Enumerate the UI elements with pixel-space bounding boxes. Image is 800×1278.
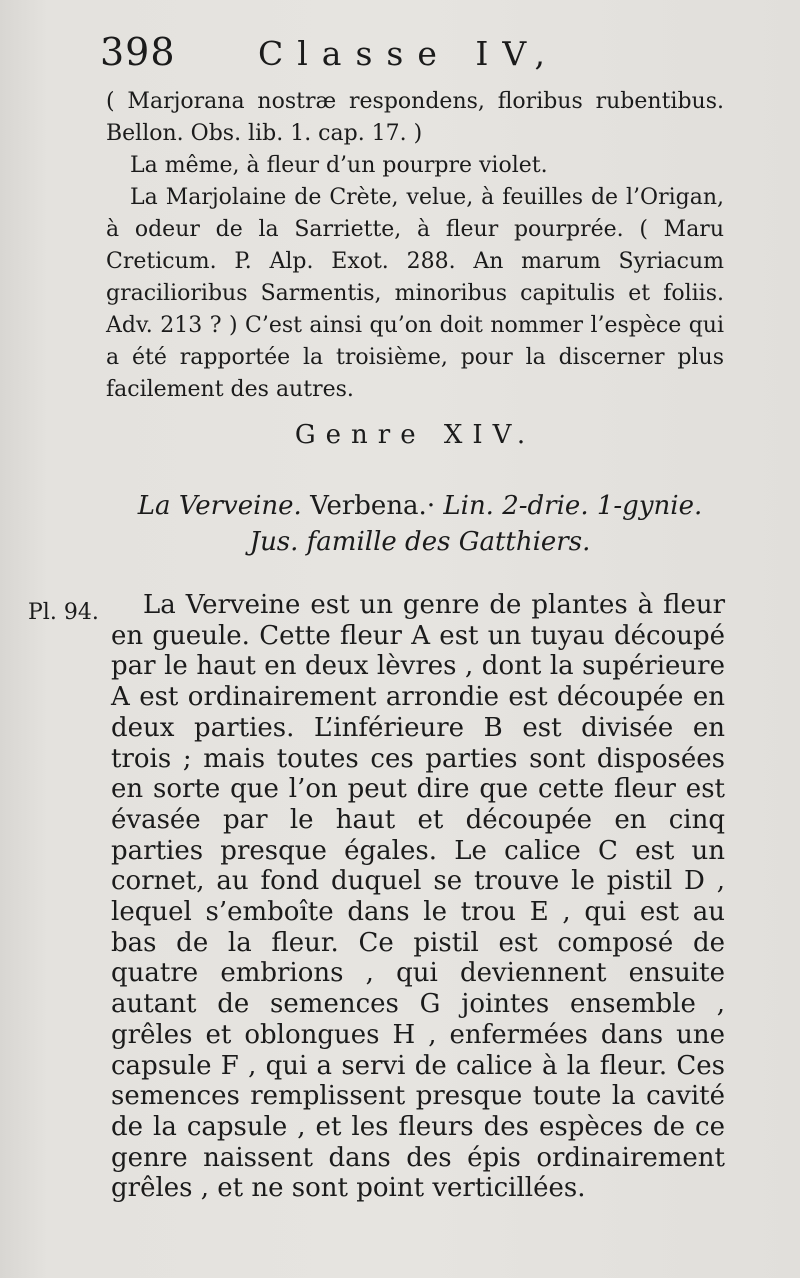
- genre-name-latin: Verbena.·: [301, 491, 444, 521]
- genre-classification: Lin. 2-drie. 1-gynie.: [443, 491, 703, 521]
- intro-reference: ( Marjorana nostræ respondens, floribus rubentibus. Bellon. Obs. lib. 1. cap. 17. ): [106, 89, 724, 146]
- plate-reference: Pl. 94.: [28, 600, 99, 625]
- intro-paragraphs: [106, 86, 724, 406]
- genre-title-line: [100, 488, 740, 524]
- page-number: 398: [100, 30, 176, 74]
- genre-heading: Genre XIV.: [294, 420, 536, 450]
- running-title: Classe IV,: [258, 34, 559, 73]
- page-header: [100, 30, 760, 80]
- genre-family: Jus. famille des Gatthiers.: [249, 527, 591, 557]
- intro-variety: La même, à fleur d’un pourpre violet.: [130, 153, 548, 178]
- genre-title: [100, 488, 740, 560]
- body-text: [111, 590, 725, 1204]
- genre-name-french: La Verveine.: [137, 491, 302, 521]
- intro-marjolaine-crete: La Marjolaine de Crète, velue, à feuilles de l’Origan, à odeur de la Sarriette, à fleur pourprée. ( Maru Creticum. P. Alp. Exot. 288. An marum Syriacum gracilioribus Sarmentis, minoribus capitulis et foliis. Adv. 213 ? ) C’est ainsi qu’on doit nommer l’espèce qui a été rapportée la troisième, pour la discerner plus facilement des autres.: [106, 185, 724, 402]
- verveine-description: La Verveine est un genre de plantes à fleur en gueule. Cette fleur A est un tuyau découpé par le haut en deux lèvres , dont la supérieure A est ordinairement arrondie est découpée en deux parties. L’inférieure B est divisée en trois ; mais toutes ces parties sont disposées en sorte que l’on peut dire que cette fleur est évasée par le haut et découpée en cinq parties presque égales. Le calice C est un cornet, au fond duquel se trouve le pistil D , lequel s’emboîte dans le trou E , qui est au bas de la fleur. Ce pistil est composé de quatre embrions , qui deviennent ensuite autant de semences G jointes ensemble , grêles et oblongues H , enfermées dans une capsule F , qui a servi de calice à la fleur. Ces semences remplissent presque toute la cavité de la capsule , et les fleurs des espèces de ce genre naissent dans des épis ordinairement grêles , et ne sont point verticillées.: [111, 590, 725, 1204]
